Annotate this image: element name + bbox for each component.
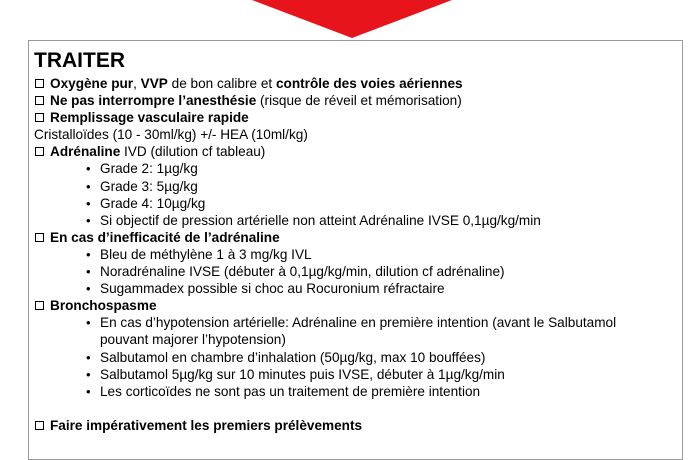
adrenaline-text: IVD (dilution cf tableau) [120,144,266,160]
vvp-label: VVP [140,76,168,91]
list-item [34,160,682,177]
bullet-text: Si objectif de pression artérielle non atteint Adrénaline IVSE 0,1µg/kg/min [100,212,541,228]
checkbox-icon [35,233,44,242]
bullet-text: Salbutamol 5µg/kg sur 10 minutes puis IVSE, débuter à 1µg/kg/min [100,366,505,382]
item-bronchospasm [34,297,682,314]
spacer [34,400,682,417]
item-filling [34,109,682,126]
checkbox-icon [35,96,44,105]
list-item [34,178,682,195]
checkbox-icon [35,147,44,156]
bullet-text: Sugammadex possible si choc au Rocuronium réfractaire [100,281,445,297]
bullet-icon: • [86,264,91,280]
item-anesthesia [34,92,682,109]
bullet-icon: • [86,383,91,399]
bullet-text: Grade 4: 10µg/kg [100,195,206,211]
filling-label: Remplissage vasculaire rapide [50,110,249,126]
bronchospasm-label: Bronchospasme [50,298,157,314]
bullet-icon: • [86,246,91,262]
bullet-icon: • [86,315,91,331]
section-title: TRAITER [34,49,125,72]
filling-detail: Cristalloïdes (10 - 30ml/kg) +/- HEA (10ml/kg) [34,127,308,143]
item-samples [34,417,682,434]
checkbox-icon [35,79,44,88]
list-item [34,280,682,297]
item-inefficacy [34,229,682,246]
list-item [34,383,682,400]
list-item [34,349,682,366]
oxygen-sep: , [133,76,141,91]
bullet-text: En cas d’hypotension artérielle: Adrénaline en première intention (avant le Salbutamol pouvant majorer l’hypotension) [100,315,617,348]
inefficacy-label: En cas d’inefficacité de l’adrénaline [50,229,280,245]
down-arrow-icon [0,0,700,38]
anesthesia-label: Ne pas interrompre l’anesthésie [50,93,257,109]
oxygen-label: Oxygène pur [50,76,134,91]
bullet-icon: • [86,178,91,194]
item-adrenaline [34,143,682,160]
bullet-icon: • [86,212,91,228]
samples-label: Faire impérativement les premiers prélèvements [50,417,363,433]
bullet-icon: • [86,366,91,382]
bullet-text: Bleu de méthylène 1 à 3 mg/kg IVL [100,246,312,262]
bullet-text: Grade 2: 1µg/kg [100,161,198,177]
item-oxygen [34,75,682,92]
bullet-text: Les corticoïdes ne sont pas un traitement de première intention [100,383,481,399]
list-item [34,263,682,280]
vvp-text: de bon calibre et [167,76,276,91]
bullet-text: Noradrénaline IVSE (débuter à 0,1µg/kg/min, dilution cf adrénaline) [100,264,505,280]
anesthesia-text: (risque de réveil et mémorisation) [256,93,462,109]
bullet-icon: • [86,281,91,297]
checkbox-icon [35,113,44,122]
airway-label: contrôle des voies aériennes [275,76,463,91]
list-item [34,195,682,212]
bullet-text: Grade 3: 5µg/kg [100,178,198,194]
list-item [34,314,682,348]
bullet-icon: • [86,195,91,211]
bullet-icon: • [86,349,91,365]
checkbox-icon [35,301,44,310]
list-item [34,366,682,383]
treatment-box [28,40,683,460]
list-item [34,212,682,229]
list-item [34,246,682,263]
bullet-text: Salbutamol en chambre d’inhalation (50µg/kg, max 10 bouffées) [100,349,486,365]
checkbox-icon [35,421,44,430]
adrenaline-label: Adrénaline [50,144,121,160]
bullet-icon: • [86,161,91,177]
